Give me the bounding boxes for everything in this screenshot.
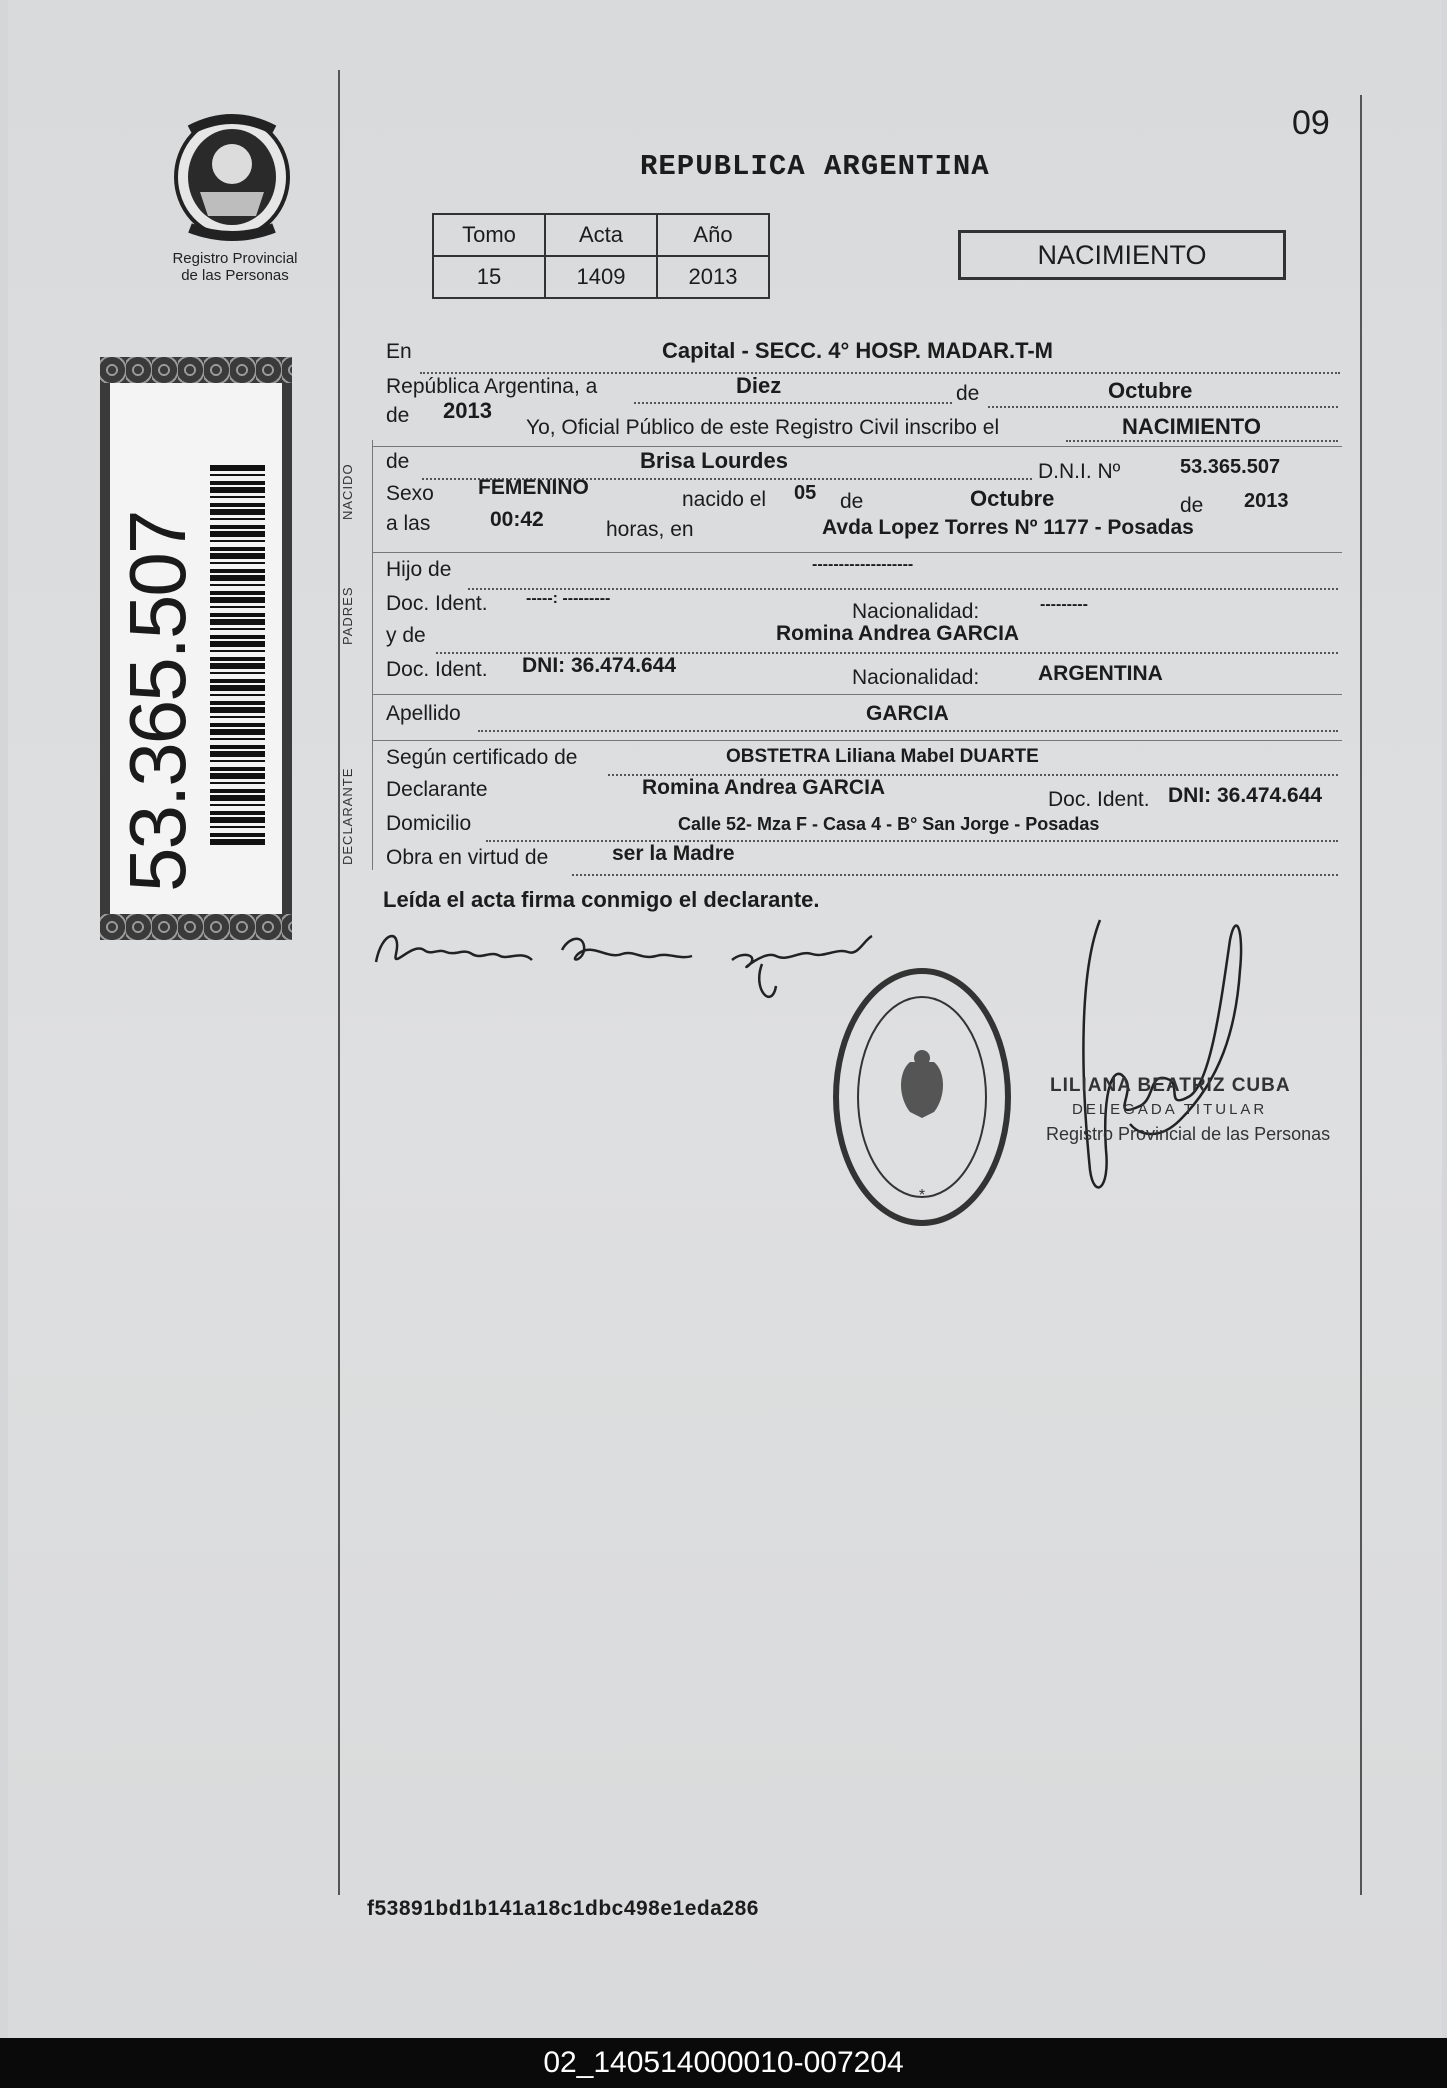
value-nombre: Brisa Lourdes [640, 448, 788, 473]
label-de-anio: de [386, 404, 410, 427]
separator-4 [372, 740, 1342, 741]
label-oficial: Yo, Oficial Público de este Registro Civil inscribo el [526, 416, 1000, 439]
registry-header-tomo: Tomo [433, 214, 545, 256]
value-certificado: OBSTETRA Liliana Mabel DUARTE [726, 746, 1039, 767]
label-doc-ident-declarante: Doc. Ident. [1048, 788, 1150, 811]
official-seal-stamp [818, 962, 1012, 1232]
section-nacido: NACIDO [340, 463, 355, 520]
value-hora: 00:42 [490, 508, 544, 531]
document-id: 02_140514000010-007204 [543, 2046, 904, 2079]
section-divider-line [372, 440, 373, 870]
logo-caption [150, 250, 320, 284]
registry-header-anio: Año [657, 214, 769, 256]
value-obra: ser la Madre [612, 842, 735, 865]
svg-text:*: * [918, 1187, 926, 1204]
separator-2 [372, 552, 1342, 553]
value-sexo: FEMENINO [478, 476, 589, 499]
label-a-las: a las [386, 512, 431, 535]
dots-apellido [478, 730, 1338, 732]
value-nac-mes: Octubre [970, 486, 1055, 511]
right-margin-line [1360, 95, 1362, 1895]
label-de-mes: de [956, 382, 980, 405]
official-title: DELEGADA TITULAR [1072, 1101, 1268, 1118]
label-de-nac-anio: de [1180, 494, 1204, 517]
label-nacido-el: nacido el [682, 488, 767, 511]
label-hijo-de: Hijo de [386, 558, 452, 581]
label-de-nombre: de [386, 450, 410, 473]
label-nacionalidad-madre: Nacionalidad: [852, 666, 980, 689]
value-nac-anio: 2013 [1244, 490, 1289, 512]
registry-value-anio: 2013 [657, 256, 769, 298]
value-madre-nac: ARGENTINA [1038, 662, 1163, 685]
value-declarante: Romina Andrea GARCIA [642, 776, 886, 799]
sticker-border-top [100, 357, 292, 383]
value-padre: ------------------- [812, 556, 914, 573]
page-number: 09 [1292, 104, 1330, 142]
dni-barcode [210, 465, 265, 845]
value-lugar: Avda Lopez Torres Nº 1177 - Posadas [822, 516, 1194, 539]
sidebar-dni-number: 53.365.507 [113, 511, 202, 892]
section-declarante: DECLARANTE [340, 767, 355, 865]
label-doc-ident-madre: Doc. Ident. [386, 658, 488, 681]
sticker-border-bottom [100, 914, 292, 940]
separator-3 [372, 694, 1342, 695]
dots-dia [634, 402, 952, 404]
dots-inscribe [1066, 440, 1338, 442]
registry-value-tomo: 15 [433, 256, 545, 298]
value-anio: 2013 [443, 398, 492, 423]
value-en: Capital - SECC. 4° HOSP. MADAR.T-M [662, 338, 1053, 363]
separator-1 [372, 446, 1342, 447]
value-dia: Diez [736, 373, 782, 398]
label-y-de: y de [386, 624, 426, 647]
value-inscribe: NACIMIENTO [1122, 414, 1261, 439]
dots-obra [572, 874, 1338, 876]
logo-caption-line-1: Registro Provincial [172, 250, 298, 267]
registry-table-value-row [433, 256, 769, 298]
section-padres: PADRES [340, 586, 355, 645]
closing-statement: Leída el acta firma conmigo el declarante. [383, 887, 820, 912]
registry-header-acta: Acta [545, 214, 657, 256]
official-signature [1030, 910, 1260, 1210]
label-de-nac-mes: de [840, 490, 864, 513]
misiones-coat-of-arms-logo [170, 112, 294, 242]
value-madre-doc: DNI: 36.474.644 [522, 654, 677, 677]
label-declarante: Declarante [386, 778, 488, 801]
label-doc-ident-padre: Doc. Ident. [386, 592, 488, 615]
label-segun-certificado: Según certificado de [386, 746, 578, 769]
value-declarante-doc: DNI: 36.474.644 [1168, 784, 1323, 807]
value-nac-dia: 05 [794, 482, 817, 504]
official-org: Registro Provincial de las Personas [1046, 1124, 1331, 1144]
label-sexo: Sexo [386, 482, 434, 505]
label-domicilio: Domicilio [386, 812, 472, 835]
value-madre: Romina Andrea GARCIA [776, 622, 1020, 645]
label-dni: D.N.I. Nº [1038, 460, 1121, 483]
label-republica: República Argentina, a [386, 375, 598, 398]
value-domicilio: Calle 52- Mza F - Casa 4 - B° San Jorge - Posadas [678, 814, 1100, 834]
label-apellido: Apellido [386, 702, 461, 725]
dots-en [420, 372, 1340, 374]
value-dni: 53.365.507 [1180, 456, 1281, 478]
label-en: En [386, 340, 412, 363]
label-nacionalidad-padre: Nacionalidad: [852, 600, 980, 623]
registry-value-acta: 1409 [545, 256, 657, 298]
official-stamp [1046, 1074, 1331, 1146]
label-horas-en: horas, en [606, 518, 694, 541]
dots-mes [988, 406, 1338, 408]
left-margin-line [338, 70, 340, 1895]
logo-caption-line-2: de las Personas [181, 267, 289, 284]
document-id-bar [0, 2038, 1447, 2088]
value-padre-doc: -----: --------- [526, 590, 611, 607]
registry-table [432, 213, 770, 299]
value-apellido: GARCIA [866, 702, 949, 725]
official-name: LILIANA BEATRIZ CUBA [1050, 1075, 1291, 1096]
registry-table-header-row [433, 214, 769, 256]
act-type-box: NACIMIENTO [958, 230, 1286, 280]
label-obra: Obra en virtud de [386, 846, 549, 869]
page-title: REPUBLICA ARGENTINA [640, 150, 990, 183]
value-mes: Octubre [1108, 378, 1193, 403]
value-padre-nac: --------- [1040, 596, 1088, 613]
document-hash: f53891bd1b141a18c1dbc498e1eda286 [367, 1897, 759, 1920]
